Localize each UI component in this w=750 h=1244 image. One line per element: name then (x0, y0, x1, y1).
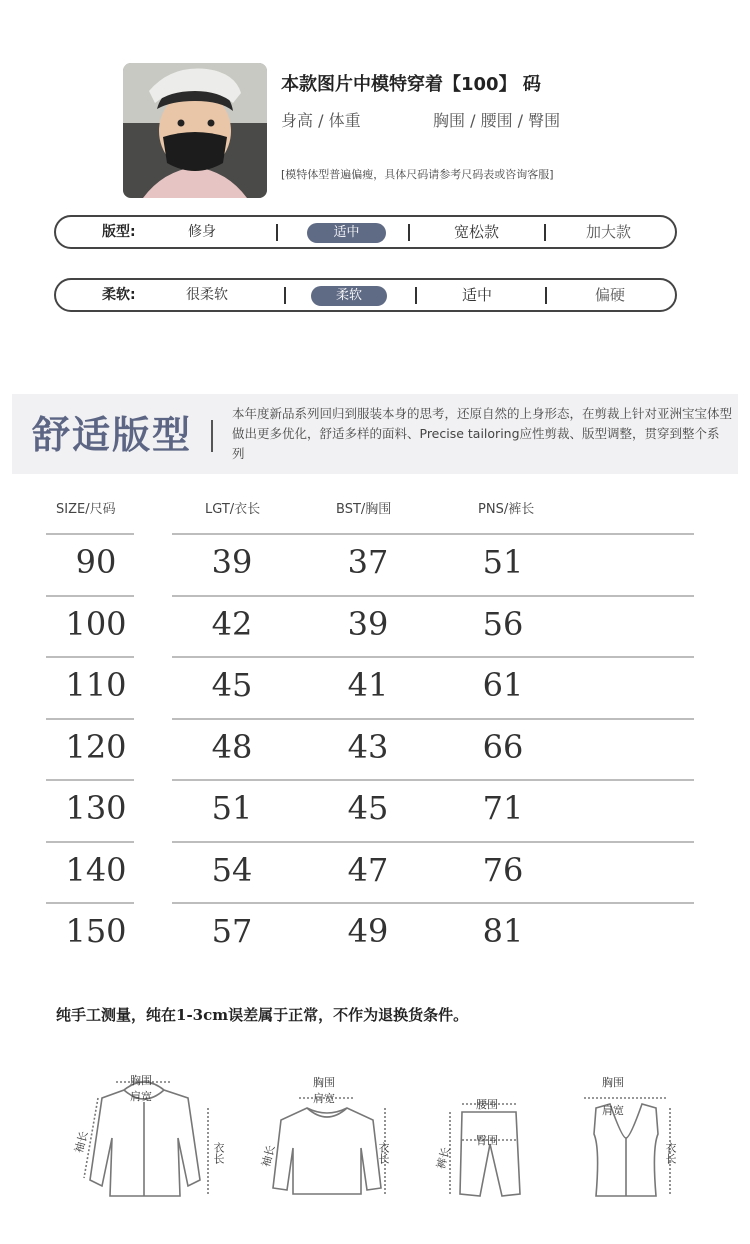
jacket-shoulder-label: 肩宽 (130, 1090, 152, 1103)
vest-length-label: 衣长 (664, 1142, 677, 1164)
fit-scale (54, 215, 677, 249)
measurement-cell: 45 (211, 666, 253, 704)
softness-option-very-soft: 很柔软 (186, 287, 228, 303)
separator (545, 287, 547, 304)
jacket-length-label: 衣长 (212, 1142, 225, 1164)
measurement-cell: 39 (347, 605, 389, 643)
measurement-cell: 61 (482, 666, 524, 704)
separator (276, 224, 278, 241)
table-rule (172, 841, 694, 843)
measurement-cell: 39 (211, 543, 253, 581)
softness-option-selected: 柔软 (311, 286, 387, 306)
size-cell: 130 (65, 789, 127, 827)
measurement-cell: 56 (482, 605, 524, 643)
model-note: [模特体型普遍偏瘦，具体尺码请参考尺码表或咨询客服] (281, 168, 554, 181)
measurement-cell: 49 (347, 912, 389, 950)
banner-description: 本年度新品系列回归到服装本身的思考，还原自然的上身形态，在剪裁上针对亚洲宝宝体型做出更多优化，舒适多样的面料、Precise tailoring应性剪裁、版型调整，贯穿到整个系列 (232, 406, 733, 461)
table-rule (46, 902, 134, 904)
measurement-cell: 42 (211, 605, 253, 643)
jacket-sleeve-label: 袖长 (72, 1129, 91, 1155)
measurement-cell: 41 (347, 666, 389, 704)
softness-scale (54, 278, 677, 312)
table-rule (46, 841, 134, 843)
model-height-weight: 身高 / 体重 (281, 111, 361, 130)
banner-title: 舒适版型 (32, 413, 193, 457)
model-photo (123, 63, 267, 198)
pants-hip-label: 臀围 (476, 1134, 498, 1147)
fit-option-selected: 适中 (307, 223, 386, 243)
table-rule (172, 595, 694, 597)
measurement-cell: 66 (482, 728, 524, 766)
vest-diagram (566, 1068, 686, 1208)
measurement-cell: 48 (211, 728, 253, 766)
measurement-cell: 51 (482, 543, 524, 581)
vest-chest-label: 胸围 (602, 1076, 624, 1089)
separator (284, 287, 286, 304)
measurement-cell: 45 (347, 789, 389, 827)
size-cell: 110 (65, 666, 127, 704)
measurement-cell: 57 (211, 912, 253, 950)
header-length: LGT/衣长 (205, 502, 261, 517)
jacket-chest-label: 胸围 (130, 1074, 152, 1087)
pants-length-label: 裤长 (434, 1145, 453, 1171)
fit-option-slim: 修身 (188, 224, 216, 240)
size-cell: 150 (65, 912, 127, 950)
header-pants: PNS/裤长 (478, 502, 535, 517)
header-size: SIZE/尺码 (56, 502, 116, 517)
pants-diagram (432, 1068, 542, 1208)
separator (544, 224, 546, 241)
vest-shoulder-label: 肩宽 (602, 1104, 624, 1117)
size-cell: 100 (65, 605, 127, 643)
table-rule (46, 533, 134, 535)
fit-option-plus: 加大款 (586, 223, 632, 241)
table-rule (46, 779, 134, 781)
separator (408, 224, 410, 241)
measurement-note: 纯手工测量，纯在1-3cm误差属于正常，不作为退换货条件。 (56, 1006, 469, 1024)
measurement-cell: 81 (482, 912, 524, 950)
fit-label: 版型: (102, 224, 136, 240)
banner-divider (211, 420, 213, 452)
table-rule (172, 779, 694, 781)
softness-option-stiff: 偏硬 (595, 286, 626, 304)
sweater-shoulder-label: 肩宽 (313, 1092, 335, 1105)
table-rule (172, 718, 694, 720)
table-rule (172, 533, 694, 535)
sweater-sleeve-label: 袖长 (259, 1143, 278, 1169)
header-chest: BST/胸围 (336, 502, 392, 517)
model-measurements: 胸围 / 腰围 / 臀围 (433, 111, 561, 130)
measurement-cell: 54 (211, 851, 253, 889)
fit-option-loose: 宽松款 (454, 223, 500, 241)
sweater-chest-label: 胸围 (313, 1076, 335, 1089)
sweater-length-label: 衣长 (377, 1142, 390, 1164)
pants-waist-label: 腰围 (476, 1098, 498, 1111)
size-cell: 90 (75, 543, 117, 581)
measurement-cell: 71 (482, 789, 524, 827)
table-rule (172, 902, 694, 904)
table-rule (46, 718, 134, 720)
measurement-cell: 37 (347, 543, 389, 581)
separator (415, 287, 417, 304)
table-rule (46, 656, 134, 658)
measurement-cell: 43 (347, 728, 389, 766)
size-cell: 120 (65, 728, 127, 766)
table-rule (46, 595, 134, 597)
jacket-diagram (68, 1068, 228, 1208)
size-cell: 140 (65, 851, 127, 889)
measurement-cell: 51 (211, 789, 253, 827)
measurement-cell: 76 (482, 851, 524, 889)
sweater-diagram (255, 1068, 405, 1208)
table-rule (172, 656, 694, 658)
model-size-title: 本款图片中模特穿着【100】 码 (281, 74, 541, 95)
softness-label: 柔软: (102, 287, 136, 303)
measurement-cell: 47 (347, 851, 389, 889)
softness-option-medium: 适中 (462, 286, 493, 304)
